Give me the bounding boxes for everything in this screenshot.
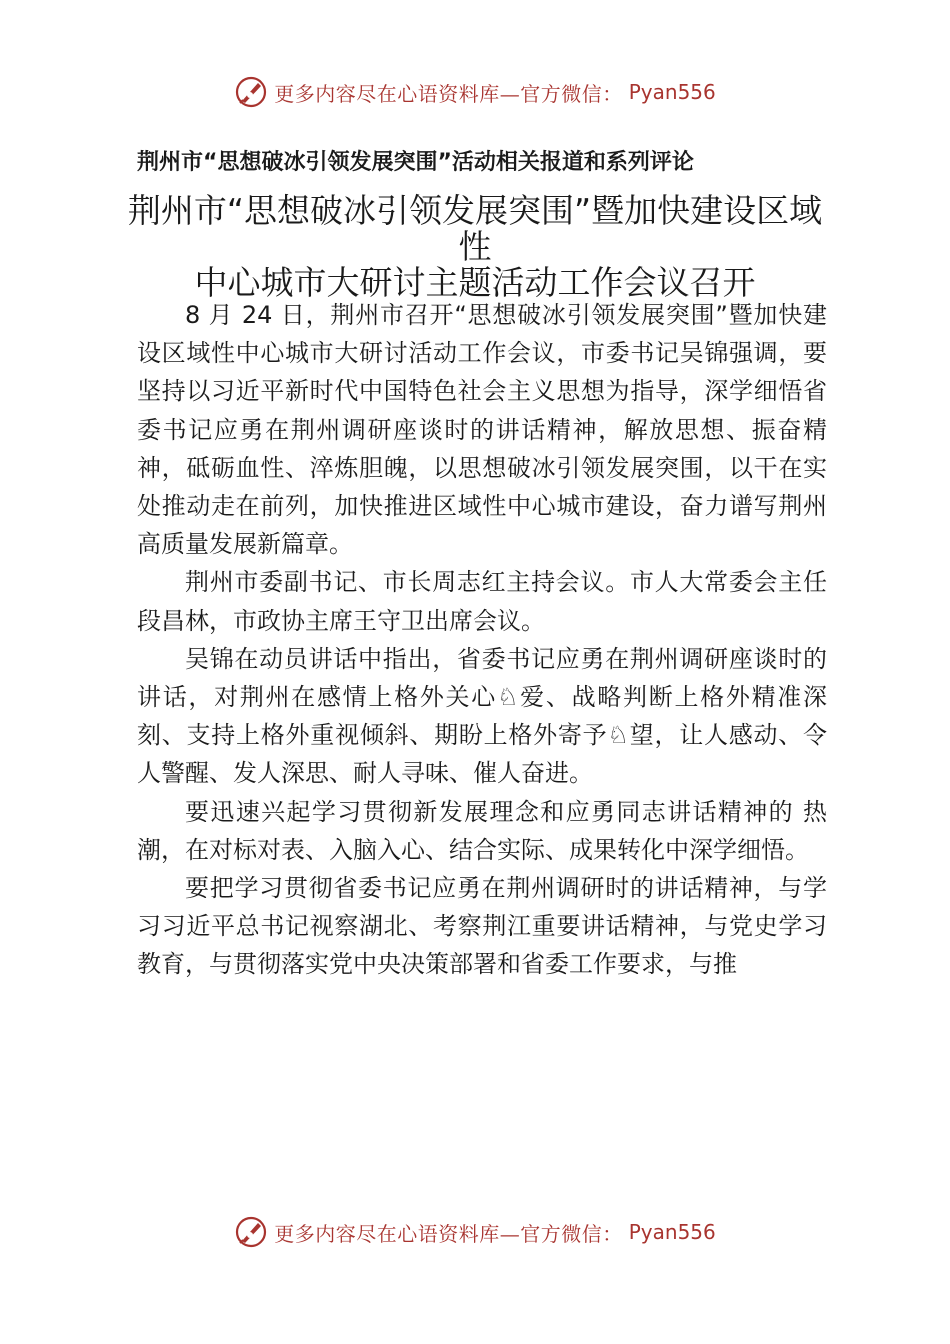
title-line-2: 中心城市大研讨主题活动工作会议召开 bbox=[194, 263, 756, 302]
document-subheading: 荆州市“思想破冰引领发展突围”活动相关报道和系列评论 bbox=[137, 150, 694, 175]
paragraph: 吴锦在动员讲话中指出，省委书记应勇在荆州调研座谈时的讲话，对荆州在感情上格外关心♘爱、战略判断上格外精准深刻、支持上格外重视倾斜、期盼上格外寄予♘望，让人感动、令人警醒、发人深思、耐人寻味、催人奋进。 bbox=[137, 644, 827, 788]
watermark-handle: Pyan556 bbox=[628, 1220, 716, 1244]
quill-pen-seal-icon bbox=[234, 75, 268, 109]
paragraph: 8 月 24 日，荆州市召开“思想破冰引领发展突围”暨加快建设区域性中心城市大研讨活动工作会议，市委书记吴锦强调，要坚持以习近平新时代中国特色社会主义思想为指导，深学细悟省委书记应勇在荆州调研座谈时的讲话精神，解放思想、振奋精神，砥砺血性、淬炼胆魄，以思想破冰引领发展突围，以干在实处推动走在前列，加快推进区域性中心城市建设，奋力谱写荆州高质量发展新篇章。 bbox=[137, 301, 827, 559]
watermark-handle: Pyan556 bbox=[628, 80, 716, 104]
paragraph: 要迅速兴起学习贯彻新发展理念和应勇同志讲话精神的 热潮，在对标对表、入脑入心、结合实际、成果转化中深学细悟。 bbox=[137, 797, 827, 864]
paragraph: 要把学习贯彻省委书记应勇在荆州调研时的讲话精神，与学习习近平总书记视察湖北、考察荆江重要讲话精神，与党史学习教育，与贯彻落实党中央决策部署和省委工作要求，与推 bbox=[137, 874, 827, 979]
footer-watermark bbox=[0, 1212, 950, 1252]
watermark-text: 更多内容尽在心语资料库—官方微信： bbox=[274, 1221, 623, 1246]
document-body bbox=[137, 296, 827, 984]
quill-pen-seal-icon bbox=[234, 1215, 268, 1249]
watermark-text: 更多内容尽在心语资料库—官方微信： bbox=[274, 81, 623, 106]
title-line-1: 荆州市“思想破冰引领发展突围”暨加快建设区域 性 bbox=[127, 191, 823, 266]
paragraph: 荆州市委副书记、市长周志红主持会议。市人大常委会主任段昌林，市政协主席王守卫出席会议。 bbox=[137, 568, 827, 635]
header-watermark bbox=[0, 72, 950, 112]
document-title bbox=[120, 193, 830, 301]
